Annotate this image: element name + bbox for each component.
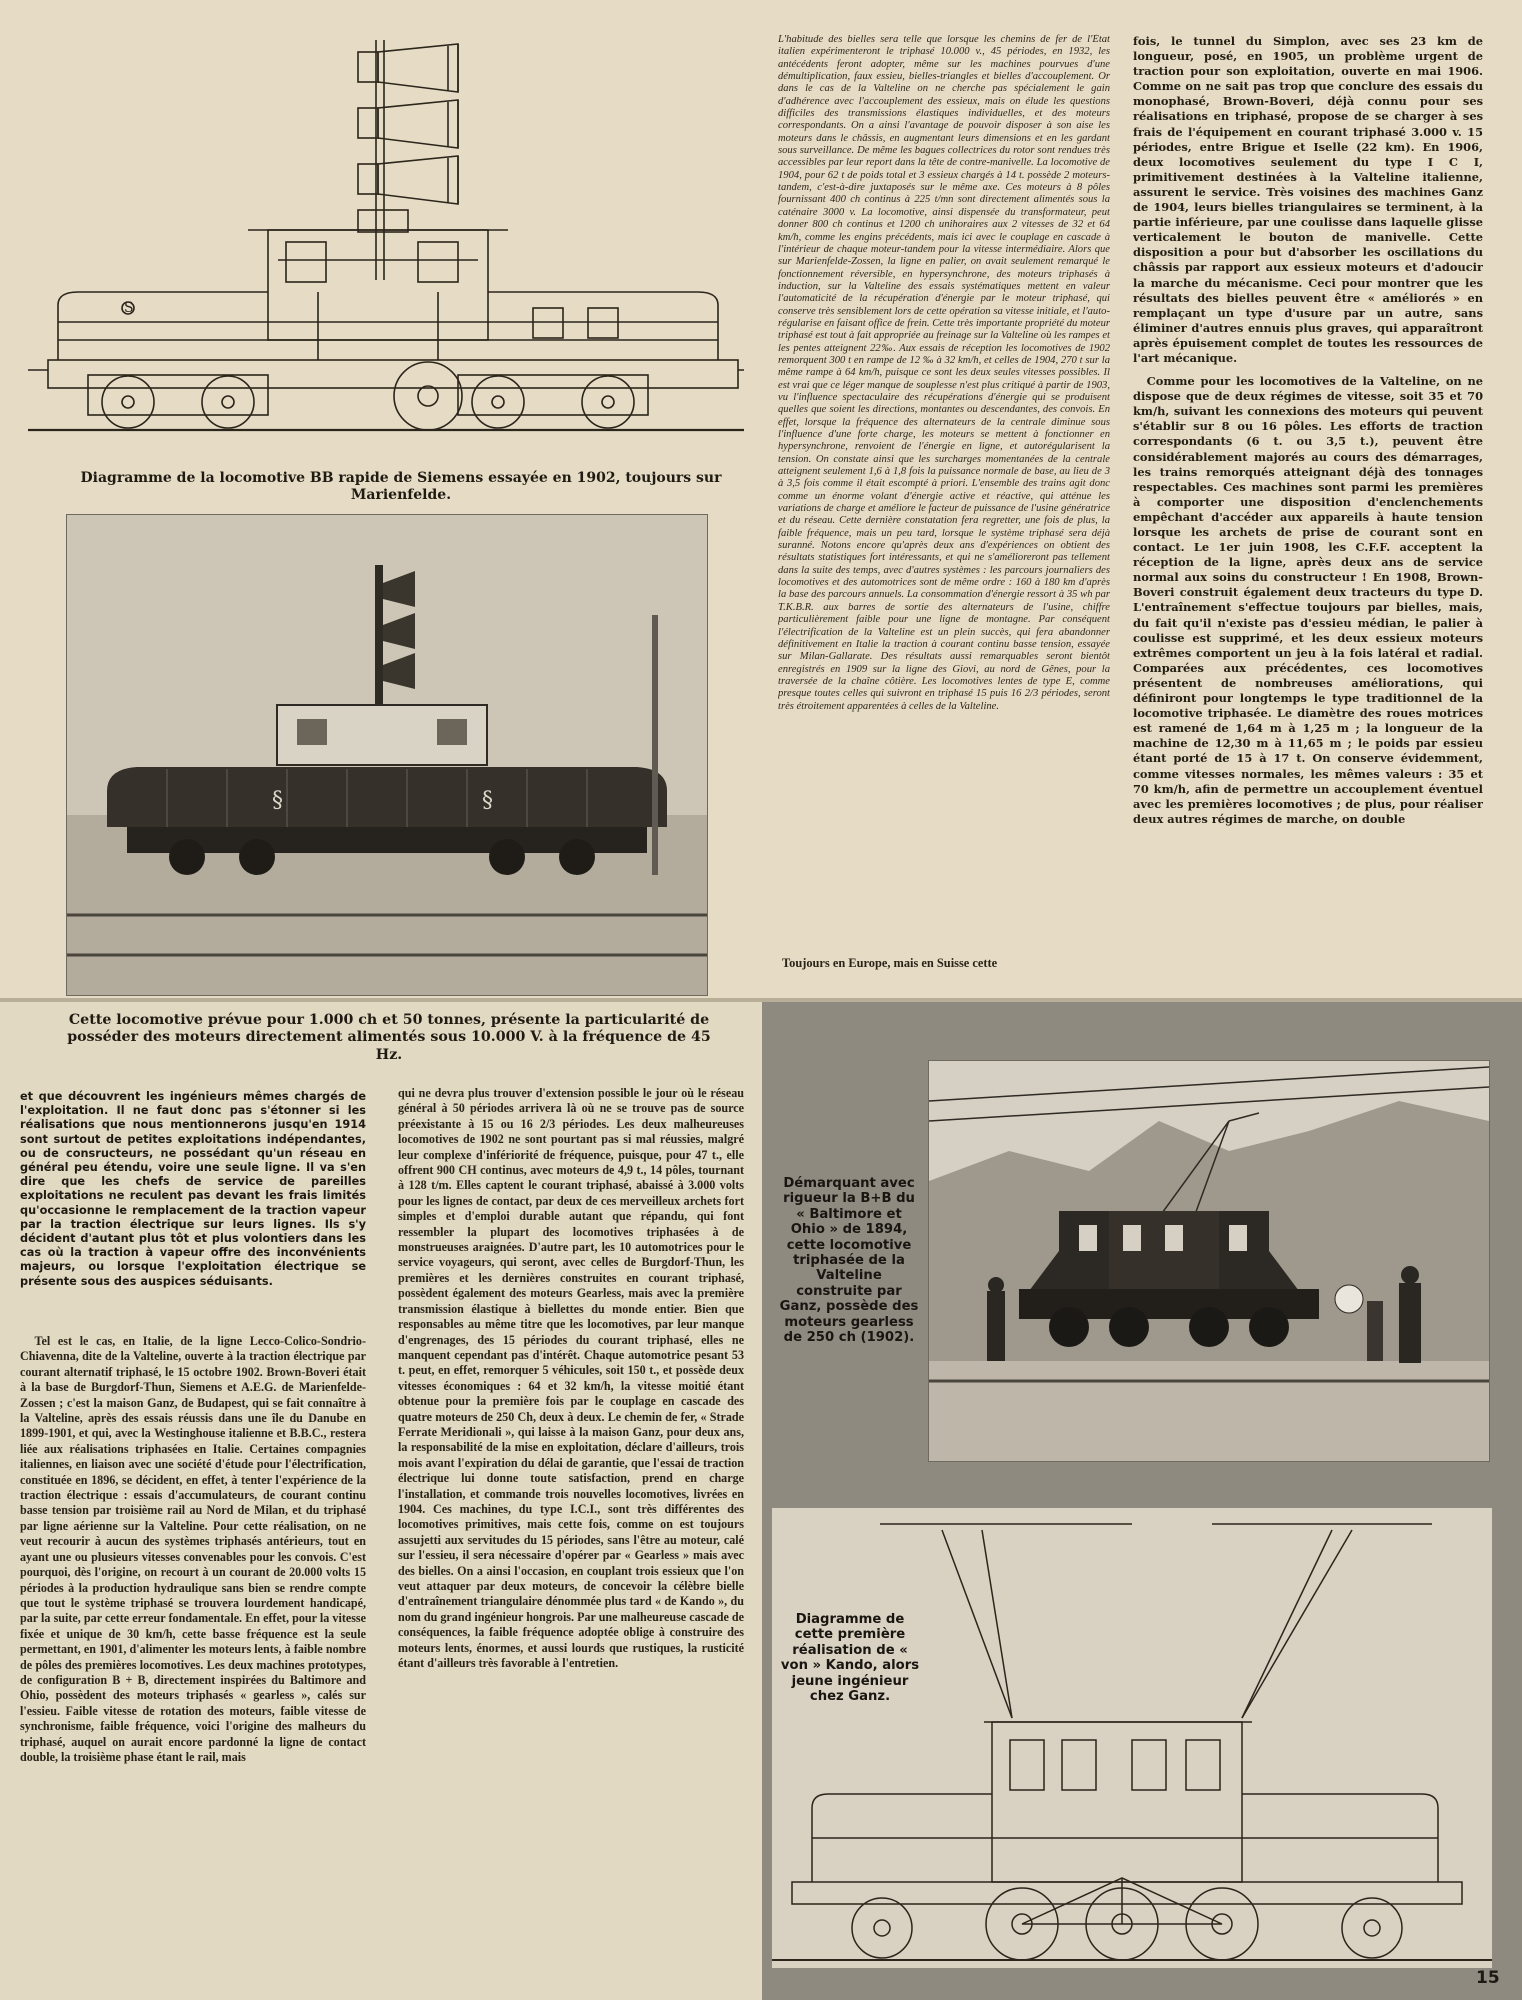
- clipping-seam: [0, 998, 1522, 1002]
- siemens-diagram-drawing: [28, 30, 744, 458]
- svg-text:§: §: [482, 788, 493, 813]
- ganz-locomotive-photo: [928, 1060, 1490, 1462]
- kando-diagram-drawing: [772, 1508, 1492, 1968]
- svg-text:§: §: [272, 788, 283, 813]
- lead-paragraph: et que découvrent les ingénieurs mêmes chargés de l'exploitation. Il ne faut donc pas s'étonner si les réalisations que nous mentionnerons jusqu'en 1914 sont surtout de petites exploitations indépendantes, ou de consructeurs, ne possédant qu'un réseau en général peu étendu, voire une seule ligne. Il va s'en dire que les chefs de service de pareilles exploitations ne reculent pas devant les frais limités qu'occasionne le remplacement de la traction vapeur par la traction électrique sur leurs lignes. Ils s'y décident d'autant plus tôt et plus volontiers dans les cas où la traction à vapeur offre des inconvénients majeurs, ou lorsque l'exploitation électrique se présente sous des auspices séduisants.: [20, 1090, 366, 1288]
- ganz-photo-caption: Démarquant avec rigueur la B+B du « Baltimore et Ohio » de 1894, cette locomotive triphasée de la Valteline construite par Ganz, possède des moteurs gearless de 250 ch (1902).: [779, 1176, 919, 1346]
- italic-text-column: L'habitude des bielles sera telle que lorsque les chemins de fer de l'État italien expérimenteront le triphasé 10.000 v., 45 périodes, en 1932, les antécédents feront adopter, même sur les machines pourvues d'une démultiplication, faux essieu, bielles-triangles et bielles d'accouplement. Or dans le cas de la Valteline on ne cherche pas spécialement le gain d'adhérence avec l'accouplement des essieux, mais on élude les questions difficiles des transmissions élastiques individuelles, et des moteurs correspondants. On a ainsi l'avantage de pouvoir disposer à son aise les moteurs dans le châssis, en augmentant leurs dimensions et en les gardant sous surveillance. De même les bagues collectrices du rotor sont rendues très accessibles par leur report dans la tête de contre-manivelle. La locomotive de 1904, pour 62 t de poids total et 3 essieux chargés à 14 t. possède 2 moteurs-tandem, c'est-à-dire juxtaposés sur le même axe. Ces moteurs à 8 pôles fournissant 400 ch continus à 225 t/mn sont directement alimentés sous la caténaire 3000 v. La locomotive, ainsi dispensée du transformateur, peut donner 800 ch continus et 1200 ch unihoraires aux 2 vitesses de 32 et 64 km/h, comme les engins précédents, mais ici avec le couplage en cascade à l'intérieur de chaque moteur-tandem pour la vitesse intermédiaire. Alors que sur Marienfelde-Zossen, la ligne en palier, on avait seulement remarqué le fonctionnement réversible, en hypersynchrone, des moteurs triphasés à induction, sur la Valteline des essais systématiques mettent en valeur l'automaticité de la récupération d'énergie par le moteur triphasé, qui conserve très sensiblement lors de cette opération sa vitesse initiale, et l'auto-régularise en faisant office de frein. Cette très importante propriété du moteur triphasé est tout à fait appropriée au freinage sur la Valteline où les rampes et les pentes atteignent 22‰. Aux essais de réception les locomotives de 1902 remorquent 300 t en rampe de 12 ‰ à 32 km/h, et celles de 1904, 270 t sur la même rampe à 64 km/h, puisque ce sont les deux seules vitesses possibles. Il est vrai que ce léger manque de souplesse n'est plus critiqué à partir de 1903, vu l'influence spectaculaire des récupérations d'énergie qui se produisent quelles que soient les directions, montantes ou descendantes, des convois. En effet, lorsque la fréquence des alternateurs de la centrale diminue sous l'influence d'une forte charge, les moteurs se mettent à fonctionner en hypersynchrone, renvoient de l'énergie en ligne, et autorégularisent la tension. On constate ainsi que les surcharges momentanées de la centrale atteignent seulement 1,6 à 1,8 fois la puissance normale de base, au lieu de 3 à 3,5 fois comme il était escompté à priori. L'ensemble des trains agit donc comme un énorme volant d'énergie active et réactive, qui atténue les variations de charge et améliore le facteur de puissance de l'usine génératrice et du réseau. Cette dernière constatation fera regretter, une fois de plus, la faible fréquence, mais un peu tard, lorsque le système triphasé sera déjà suranné. Notons encore qu'après deux ans d'expériences on obtient des résultats statistiques fort intéressants, et qui ne s'amélioreront pas tellement dans la suite des temps, avec d'autres systèmes : les parcours journaliers des locomotives et des automotrices sont de même ordre : 160 à 180 km d'après la base des parcours annuels. La consommation d'énergie ressort à 35 wh par T.K.B.R. aux barres de sortie des alternateurs de l'usine, chiffre particulièrement faible pour une ligne de montagne. Par conséquent l'électrification de la Valteline est un plein succès, qui fera abandonner définitivement en Italie la traction à courant continu basse tension, essayée sur Milan-Gallarate. Des résultats aussi remarquables seront bientôt enregistrés en 1909 sur la ligne des Giovi, au nord de Gênes, pour la traversée de la chaîne côtière. Les locomotives lentes de type E, comme presque toutes celles qui suivront en triphasé 15 puis 16 2/3 périodes, seront très étroitement apparentées à celles de la Valteline.: [778, 34, 1110, 712]
- kando-locomotive-diagram: [772, 1508, 1492, 1968]
- right-paragraph-1: fois, le tunnel du Simplon, avec ses 23 km de longueur, posé, en 1905, un problème urgent de traction pour son exploitation, ouverte en mai 1906. Comme on ne sait pas trop que conclure des essais du monophasé, Brown-Boveri, déjà connu pour ses réalisations en triphasé, propose de se charger à ses frais de l'équipement en courant triphasé 3.000 v. 15 périodes, entre Brigue et Iselle (22 km). En 1906, deux locomotives seulement du type I C I, primitivement destinées à la Valteline italienne, assurent le service. Très voisines des machines Ganz de 1904, leurs bielles triangulaires se terminent, à la partie inférieure, par une coulisse dans laquelle glisse verticalement le bouton de manivelle. Cette disposition a pour but d'absorber les oscillations du châssis par rapport aux essieux moteurs et d'adoucir la marche du mécanisme. Ceci pour montrer que les résultats des bielles peuvent être « améliorés » en remplaçant un type d'usure par un autre, sans éliminer d'autres ennuis plus graves, qui apparaîtront après épuisement complet de toutes les ressources de l'art mécanique.: [1133, 34, 1483, 365]
- right-text-column: [1133, 34, 1483, 968]
- siemens-diagram-caption: Diagramme de la locomotive BB rapide de Siemens essayée en 1902, toujours sur Marienfelde.: [80, 470, 722, 503]
- ganz-photo-image: [929, 1061, 1489, 1461]
- siemens-photo-caption: Cette locomotive prévue pour 1.000 ch et 50 tonnes, présente la particularité de posséder des moteurs directement alimentés sous 10.000 V. à la fréquence de 45 Hz.: [67, 1012, 711, 1063]
- page-number: 15: [1476, 1968, 1500, 1988]
- siemens-locomotive-diagram: [28, 30, 744, 458]
- kando-diagram-caption: Diagramme de cette première réalisation de « von » Kando, alors jeune ingénieur chez Ganz.: [780, 1612, 920, 1705]
- svg-text:S: S: [124, 300, 134, 316]
- right-paragraph-2: Comme pour les locomotives de la Valteline, on ne dispose que de deux régimes de vitesse, soit 35 et 70 km/h, suivant les connexions des moteurs qui peuvent s'établir sur 8 ou 16 pôles. Les efforts de traction correspondants (6 t. ou 3,5 t.), peuvent être considérablement majorés au cours des démarrages, les trains remorqués atteignant déjà des tonnages respectables. Ces machines sont parmi les premières à comporter une disposition d'enclenchements empêchant d'accéder aux appareils à haute tension lorsque les archets de prise de courant sont en contact. Le 1er juin 1908, les C.F.F. acceptent la réception de la ligne, après deux ans de service normal aux soins du constructeur ! En 1908, Brown-Boveri construit également deux tracteurs du type D. L'entraînement s'effectue toujours par bielles, mais, du fait qu'il n'existe pas d'essieu médian, le palier à coulisse est supprimé, et les deux essieux moteurs extrêmes comportent un jeu à la fois latéral et radial. Comparées aux précédentes, ces locomotives présentent de nombreuses améliorations, qui définiront pour longtemps le type traditionnel de la locomotive triphasée. Le diamètre des roues motrices est ramené de 1,64 m à 1,25 m ; la longueur de la machine de 12,30 m à 11,65 m ; le poids par essieu étant porté de 15 à 17 t. On conserve évidemment, comme vitesses normales, les mêmes valeurs : 35 et 70 km/h, afin de permettre un accouplement éventuel avec les premières locomotives ; de plus, pour réaliser deux autres régimes de marche, on double: [1133, 374, 1483, 826]
- siemens-locomotive-photo: [66, 514, 708, 996]
- left-body-paragraph: Tel est le cas, en Italie, de la ligne Lecco-Colico-Sondrio-Chiavenna, dite de la Valteline, ouverte à la traction électrique par courant alternatif triphasé, le 15 octobre 1902. Brown-Boveri était à la base de Burgdorf-Thun, Siemens et A.E.G. de Marienfelde-Zossen ; c'est la maison Ganz, de Budapest, qui se fait connaître à la Valteline, après des essais réussis dans une île du Danube en 1899-1901, et qui, avec la Westinghouse italienne et B.B.C., restera liée aux réalisations triphasées en Italie. Certaines compagnies italiennes, en liaison avec une société d'étude pour l'électrification, constituée en 1896, se décident, en effet, à tenter l'expérience de la traction électrique : essais d'accumulateurs, de courant continu basse tension par troisième rail au Nord de Milan, et du triphasé par ligne aérienne sur la Valteline. Pour cette réalisation, on ne veut recourir à aucun des systèmes triphasés antérieurs, tout en ayant une ou plusieurs vitesses convenables pour les convois. C'est pourquoi, dès l'origine, on recourt à un courant de 20.000 volts 15 périodes à la production hydraulique sans bien se rendre compte que tout le système triphasé se trouvera lourdement handicapé, par la suite, par cette erreur fondamentale. En effet, pour la vitesse fixée et unique de 30 km/h, cette basse fréquence est la seule permettant, en 1901, d'alimenter les moteurs lents, à faible nombre de pôles des premières locomotives. Les deux machines prototypes, de configuration B + B, directement inspirées du Baltimore and Ohio, possèdent des moteurs triphasés « gearless », calés sur l'essieu. Faible vitesse de rotation des moteurs, faible vitesse de synchronisme, faible fréquence, voici l'origine des malheurs du triphasé, auquel on aurait encore pardonné la ligne de contact double, la troisième phase étant le rail, mais: [20, 1334, 366, 1764]
- italic-column-trailer: Toujours en Europe, mais en Suisse cette: [782, 956, 998, 970]
- left-body-column: [20, 1300, 366, 1990]
- middle-text-column: qui ne devra plus trouver d'extension possible le jour où le réseau général à 50 périodes arrivera là où ne se trouve pas de source préexistante à 15 ou 16 2/3 périodes. Les deux malheureuses locomotives de 1902 ne sont pourtant pas si mal réussies, malgré leur complexe d'infériorité de fréquence, puisque, pour 47 t., elle offrent 900 CH continus, avec moteurs de 4,9 t., 14 pôles, tournant à 128 t/m. Elles captent le courant triphasé, abaissé à 3.000 volts pour les lignes de contact, par deux de ces merveilleux archets fort simples et d'emploi durable autant que répandu, qui font ressembler la plupart des locomotives triphasées à de monstrueuses araignées. D'autre part, les 10 automotrices pour le service voyageurs, qui seront, avec celles de Burgdorf-Thun, les premières et les dernières construites en courant triphasé, possèdent également des moteurs Gearless, mais avec la première transmission élastique à biellettes du monde entier. Bien que responsables au même titre que les locomotives, par leur manque d'engrenages, des 15 périodes du courant triphasé, elles ne manquent cependant pas d'intérêt. Chaque automotrice pesant 53 t. peut, en effet, remorquer 5 véhicules, soit 150 t., et possède deux vitesses économiques : 64 et 32 km/h, la vitesse moitié étant obtenue pour la première fois par le couplage en cascade des quatre moteurs de 250 Ch, deux à deux. Le chemin de fer, « Strade Ferrate Meridionali », qui laisse à la maison Ganz, pour deux ans, la responsabilité de la mise en exploitation, déclare d'ailleurs, trois mois avant l'expiration du délai de garantie, que l'essai de traction électrique lui donne toute satisfaction, prend en charge l'installation, et commande trois nouvelles locomotives, livrées en 1904. Ces machines, du type I.C.I., sont très différentes des locomotives primitives, mais cette fois, comme on est toujours assujetti aux servitudes du 15 périodes, sans l'être au moteur, calé sur l'essieu, il sera nécessaire d'opérer par « Gearless » mais avec des bielles. On a ainsi l'occasion, en couplant trois essieux que l'on veut attaquer par deux moteurs, de concevoir la célèbre bielle d'entraînement triangulaire dénommée plus tard « de Kando », du nom du grand ingénieur hongrois. Par une malheureuse cascade de conséquences, la faible fréquence adoptée oblige à construire des moteurs lents, énormes, et aussi lourds que rustiques, la rusticité étant d'ailleurs très favorable à l'entretien.: [398, 1086, 744, 1671]
- siemens-photo-image: [67, 515, 707, 995]
